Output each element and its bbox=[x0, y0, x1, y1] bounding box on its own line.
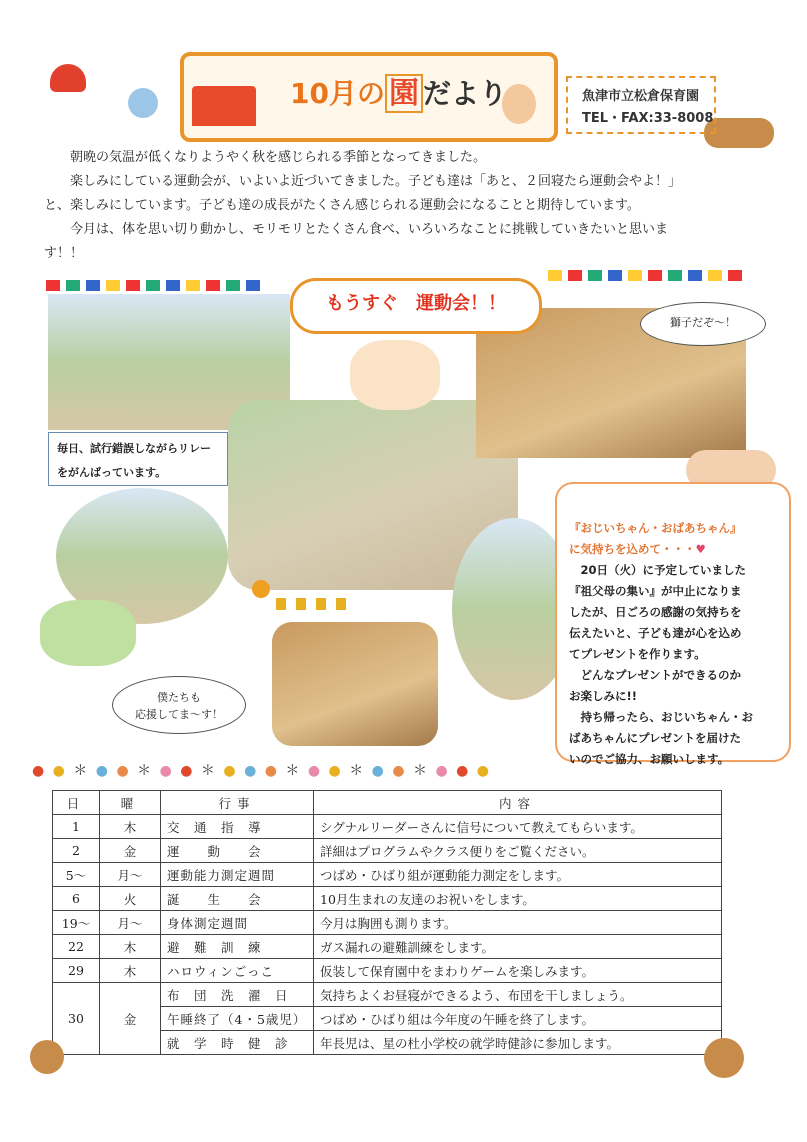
table-row bbox=[53, 887, 722, 911]
intro-line: 楽しみにしている運動会が、いよいよ近づいてきました。子ども達は「あと、２回寝たら運動会やよ！」 bbox=[70, 174, 682, 189]
cheer-speech-line: 応援してま〜す！ bbox=[135, 708, 223, 721]
grandparents-line: どんなプレゼントができるのか bbox=[569, 668, 742, 682]
school-contact: TEL・FAX:33-8008 bbox=[582, 111, 714, 126]
grandparents-line: 持ち帰ったら、おじいちゃん・お bbox=[569, 710, 753, 724]
grandparents-heading: 『おじいちゃん・おばあちゃん』 bbox=[569, 521, 742, 535]
squirrel-left-icon bbox=[30, 1040, 64, 1074]
mushroom-character-icon bbox=[50, 64, 86, 92]
intro-line: す！！ bbox=[44, 246, 84, 261]
grandparents-line: 『祖父母の集い』が中止になりま bbox=[569, 584, 742, 598]
bunting-left bbox=[46, 276, 266, 295]
title-kanji: 園 bbox=[385, 74, 423, 113]
row-event: 布 団 洗 濯 日 bbox=[161, 983, 314, 1007]
page-title bbox=[290, 68, 507, 112]
grandparents-line: お楽しみに!! bbox=[569, 689, 637, 703]
schedule-table bbox=[52, 790, 722, 1055]
row-weekday: 月〜 bbox=[100, 911, 161, 935]
row-weekday: 木 bbox=[100, 815, 161, 839]
photo-indoor-toddlers bbox=[272, 622, 438, 746]
cheer-speech-bubble bbox=[112, 676, 246, 734]
row-event: 午睡終了（4・5歳児） bbox=[161, 1007, 314, 1031]
dragonfly-icon bbox=[252, 580, 270, 598]
mushroom-divider: ● ● ＊ ● ● ＊ ● ● ＊ ● ● ● ＊ ● ● ＊ ● ● ＊ ● ● ● bbox=[32, 763, 492, 779]
grandparents-heading-text: に気持ちを込めて・・・ bbox=[569, 542, 696, 556]
row-event: 身体測定週間 bbox=[161, 911, 314, 935]
title-prefix: 10月の bbox=[290, 77, 385, 110]
row-detail: シグナルリーダーさんに信号について教えてもらいます。 bbox=[314, 815, 722, 839]
row-day: 29 bbox=[53, 959, 100, 983]
row-weekday: 木 bbox=[100, 935, 161, 959]
row-detail: 年長児は、星の杜小学校の就学時健診に参加します。 bbox=[314, 1031, 722, 1055]
table-row bbox=[53, 959, 722, 983]
grandparents-line: 20日（火）に予定していました bbox=[569, 563, 747, 577]
row-weekday: 月〜 bbox=[100, 863, 161, 887]
row-weekday: 金 bbox=[100, 983, 161, 1055]
grandparents-line: ばあちゃんにプレゼントを届けた bbox=[569, 731, 742, 745]
title-suffix: だより bbox=[422, 77, 507, 110]
kids-illustration-icon bbox=[350, 340, 440, 410]
row-detail: 10月生まれの友達のお祝いをします。 bbox=[314, 887, 722, 911]
table-header-row bbox=[53, 791, 722, 815]
lion-speech-bubble: 獅子だぞ〜！ bbox=[640, 302, 766, 346]
row-detail: 気持ちよくお昼寝ができるよう、布団を干しましょう。 bbox=[314, 983, 722, 1007]
school-info bbox=[566, 76, 716, 134]
row-detail: 仮装して保育園中をまわりゲームを楽しみます。 bbox=[314, 959, 722, 983]
table-row bbox=[53, 815, 722, 839]
header-day: 日 bbox=[53, 791, 100, 815]
cheering-kids-icon bbox=[40, 600, 136, 666]
intro-text bbox=[44, 146, 784, 266]
row-day: 1 bbox=[53, 815, 100, 839]
bunting-right bbox=[548, 266, 748, 285]
header-detail: 内容 bbox=[314, 791, 722, 815]
grandparents-notice bbox=[555, 482, 791, 766]
row-event: 誕 生 会 bbox=[161, 887, 314, 911]
cheer-speech-line: 僕たちも bbox=[157, 691, 201, 704]
row-event: 運 動 会 bbox=[161, 839, 314, 863]
row-weekday: 木 bbox=[100, 959, 161, 983]
relay-caption bbox=[48, 432, 228, 486]
row-day: 2 bbox=[53, 839, 100, 863]
row-weekday: 金 bbox=[100, 839, 161, 863]
school-name: 魚津市立松倉保育園 bbox=[582, 89, 700, 104]
row-detail: 今月は胸囲も測ります。 bbox=[314, 911, 722, 935]
row-day: 22 bbox=[53, 935, 100, 959]
relay-caption-line: 毎日、試行錯誤しながらリレー bbox=[57, 442, 211, 455]
intro-line: 今月は、体を思い切り動かし、モリモリとたくさん食べ、いろいろなことに挑戦していきたいと思いま bbox=[70, 222, 669, 237]
row-event: 避 難 訓 練 bbox=[161, 935, 314, 959]
grandparents-heading-2 bbox=[569, 539, 781, 560]
row-detail: ガス漏れの避難訓練をします。 bbox=[314, 935, 722, 959]
grandparents-line: てプレゼントを作ります。 bbox=[569, 647, 706, 661]
row-weekday: 火 bbox=[100, 887, 161, 911]
table-row bbox=[53, 911, 722, 935]
header-event: 行事 bbox=[161, 791, 314, 815]
header-weekday: 曜 bbox=[100, 791, 161, 815]
row-detail: 詳細はプログラムやクラス便りをご覧ください。 bbox=[314, 839, 722, 863]
squirrel-right-icon bbox=[704, 1038, 744, 1078]
row-detail: つばめ・ひばり組は今年度の午睡を終了します。 bbox=[314, 1007, 722, 1031]
row-day: 5〜 bbox=[53, 863, 100, 887]
row-detail: つばめ・ひばり組が運動能力測定をします。 bbox=[314, 863, 722, 887]
kindergarten-building-icon bbox=[192, 86, 256, 126]
sports-day-headline: もうすぐ 運動会！！ bbox=[290, 278, 542, 334]
row-event: 就 学 時 健 診 bbox=[161, 1031, 314, 1055]
row-event: ハロウィンごっこ bbox=[161, 959, 314, 983]
table-row bbox=[53, 935, 722, 959]
intro-line: 朝晩の気温が低くなりようやく秋を感じられる季節となってきました。 bbox=[70, 150, 487, 165]
girl-character-icon bbox=[502, 84, 536, 124]
table-row bbox=[53, 983, 722, 1007]
row-event: 交 通 指 導 bbox=[161, 815, 314, 839]
intro-line: と、楽しみにしています。子ども達の成長がたくさん感じられる運動会になることと期待しています。 bbox=[44, 198, 640, 213]
cat-character-icon bbox=[128, 88, 158, 118]
grandparents-line: いのでご協力、お願いします。 bbox=[569, 752, 730, 766]
row-day: 30 bbox=[53, 983, 100, 1055]
table-row bbox=[53, 863, 722, 887]
grandparents-line: したが、日ごろの感謝の気持ちを bbox=[569, 605, 742, 619]
dragonflies-flying-icon bbox=[276, 598, 356, 610]
table-row bbox=[53, 839, 722, 863]
heart-icon: ♥ bbox=[695, 542, 706, 556]
row-event: 運動能力測定週間 bbox=[161, 863, 314, 887]
row-day: 19〜 bbox=[53, 911, 100, 935]
row-day: 6 bbox=[53, 887, 100, 911]
grandparents-line: 伝えたいと、子ども達が心を込め bbox=[569, 626, 742, 640]
relay-caption-line: をがんばっています。 bbox=[57, 466, 167, 479]
